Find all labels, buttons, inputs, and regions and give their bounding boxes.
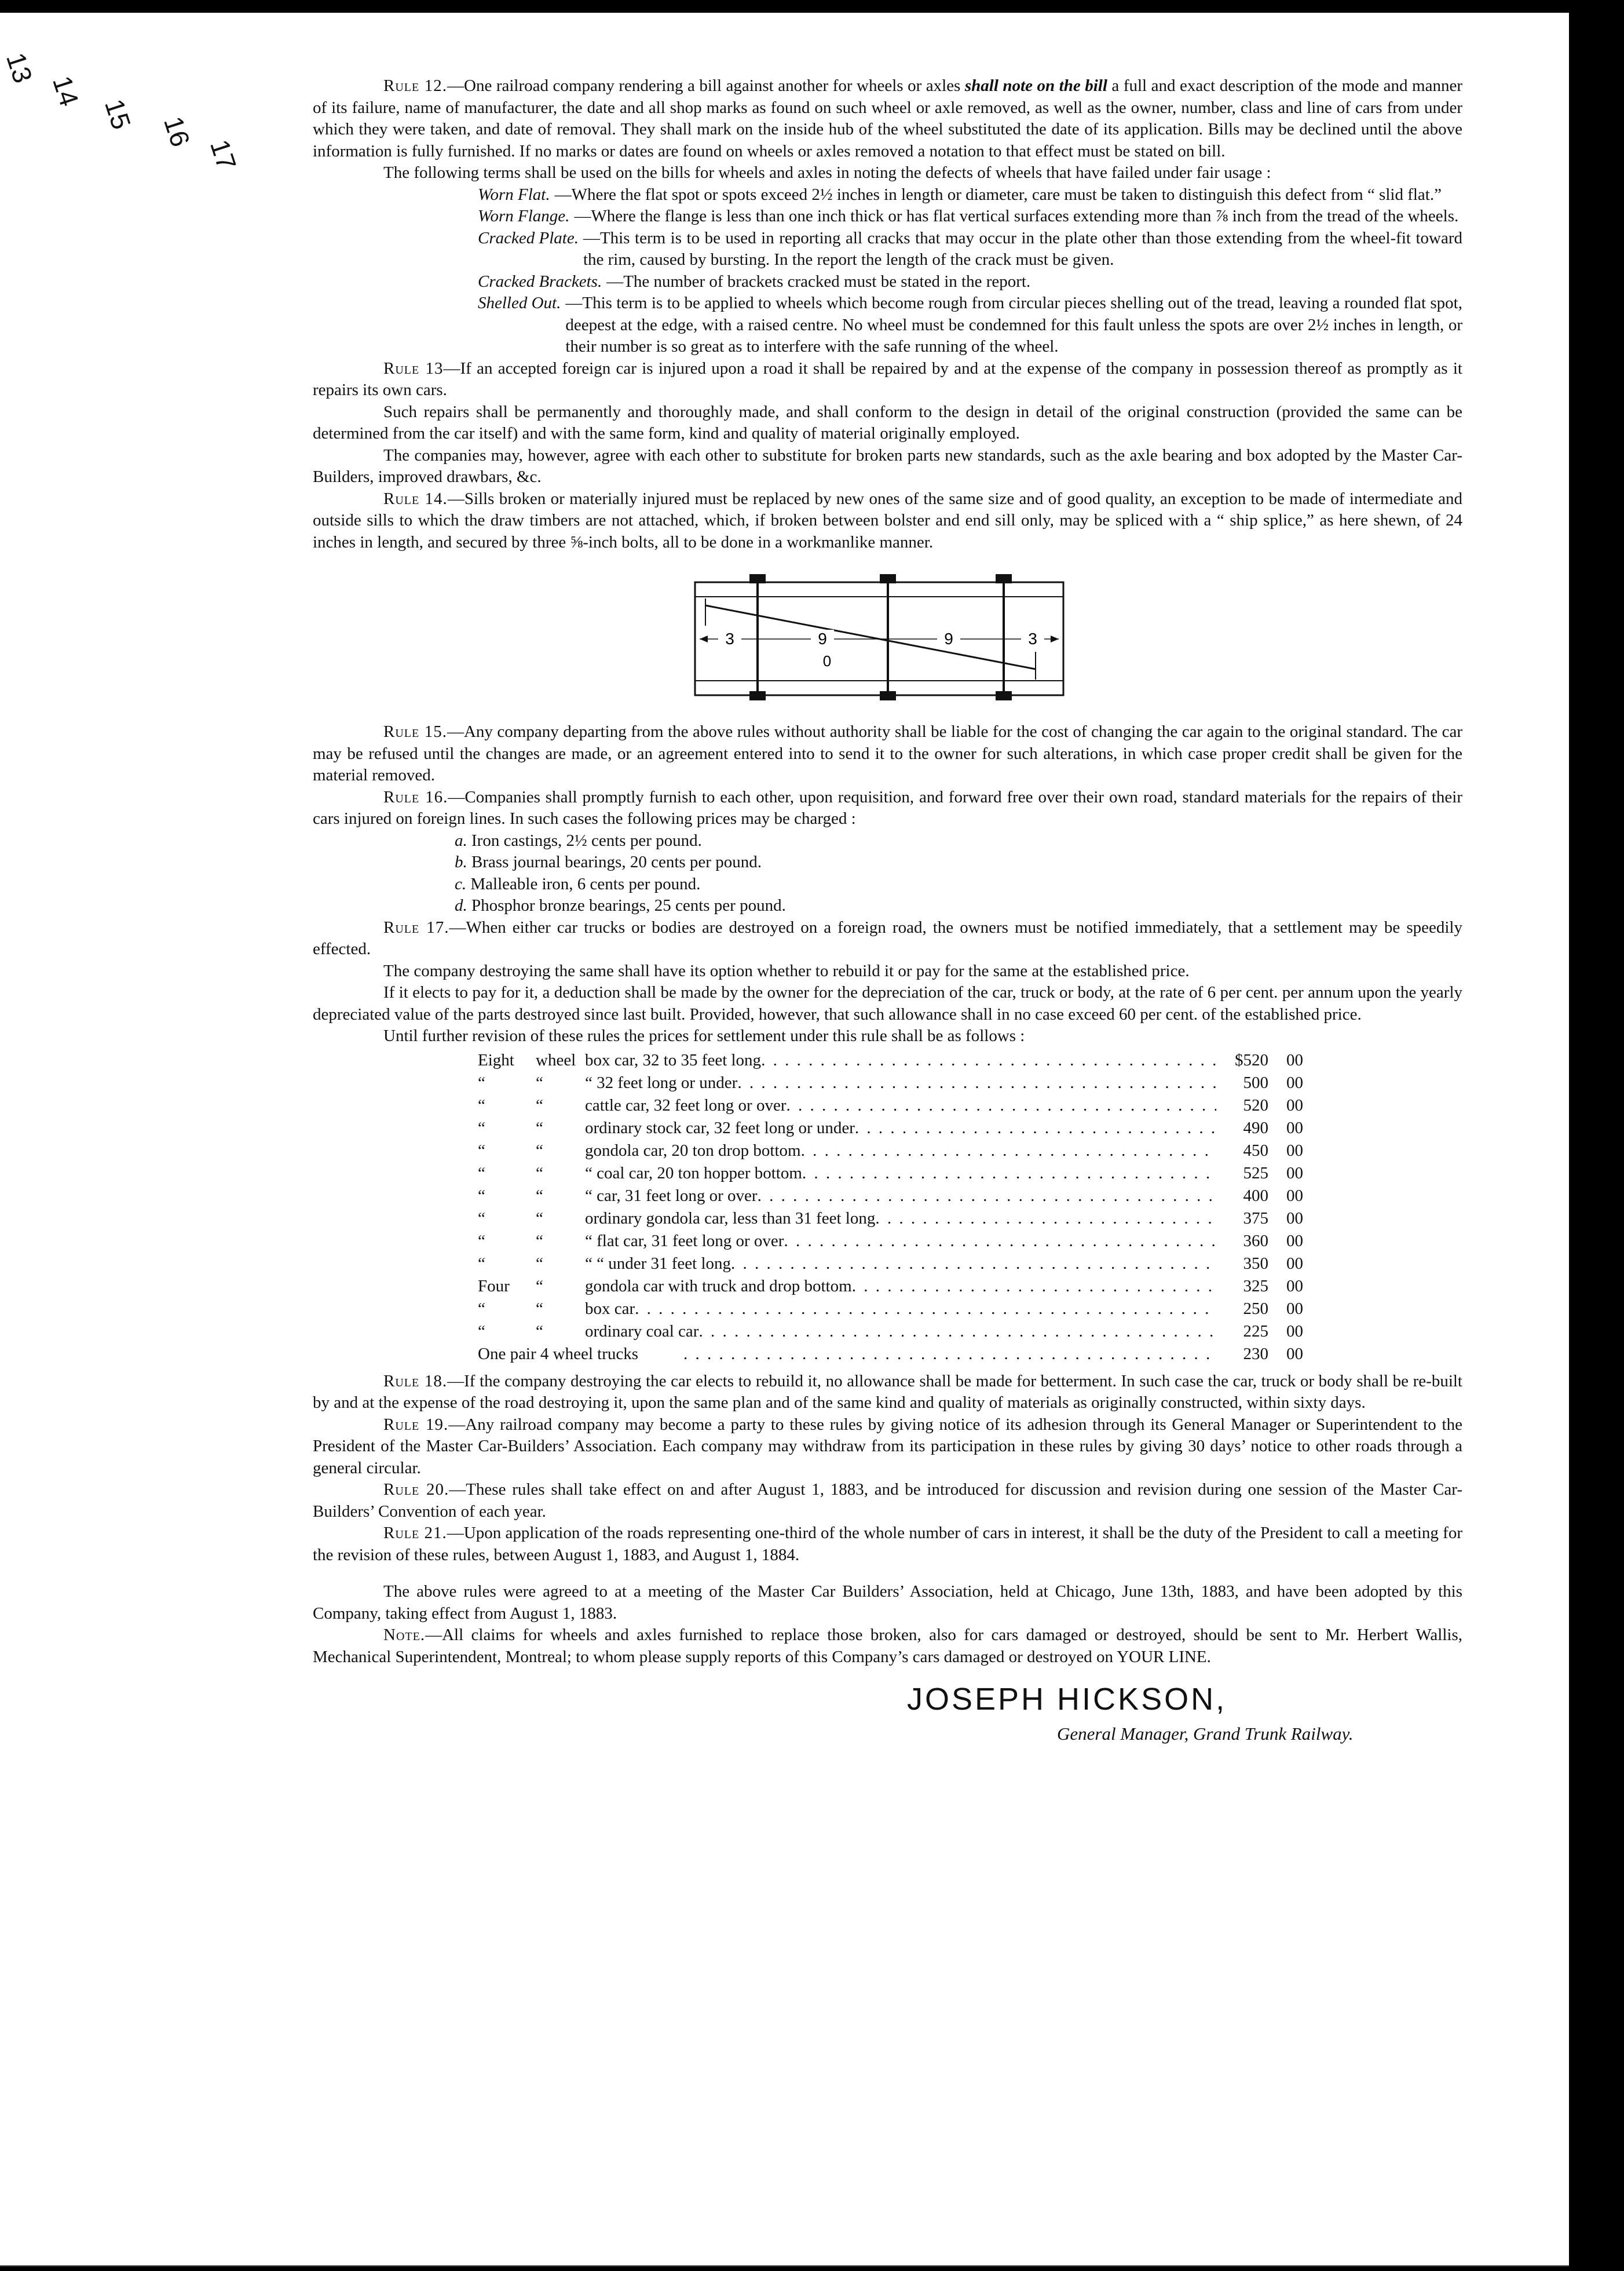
rule-heading: Rule 19. xyxy=(383,1415,449,1434)
dot-leader xyxy=(635,1298,1216,1320)
table-cell xyxy=(585,1276,1216,1298)
dot-leader xyxy=(802,1163,1216,1185)
table-cell-text: gondola car with truck and drop bottom xyxy=(585,1276,852,1295)
table-cell: 00 xyxy=(1286,1208,1303,1228)
table-cell: 400 xyxy=(1243,1186,1268,1205)
defect-term xyxy=(313,206,1462,228)
defect-term xyxy=(313,293,1462,358)
table-row xyxy=(313,1276,1462,1298)
table-cell: “ xyxy=(536,1073,543,1092)
table-cell: “ xyxy=(478,1208,485,1228)
table-cell: “ xyxy=(536,1163,543,1182)
table-cell xyxy=(683,1343,1216,1365)
index-tabs xyxy=(0,41,261,191)
term-name: Worn Flange. xyxy=(478,207,570,225)
table-cell xyxy=(585,1208,1216,1230)
table-cell-text: “ coal car, 20 ton hopper bottom xyxy=(585,1163,802,1182)
table-cell: “ xyxy=(478,1073,485,1092)
table-row xyxy=(313,1185,1462,1208)
term-definition: —This term is to be applied to wheels which become rough from circular pieces shelling out of the tread, leaving a rounded flat spot, deepest at the edge, with a raised centre. No wheel must be condemned for this fault unless the spots are over 2½ inches in length, or their number is so great as to interfere with the safe running of the wheel. xyxy=(565,294,1462,356)
table-cell: 00 xyxy=(1286,1096,1303,1115)
table-cell xyxy=(585,1163,1216,1185)
table-cell: 490 xyxy=(1243,1118,1268,1137)
table-cell-text: “ “ under 31 feet long xyxy=(585,1254,731,1273)
signatory-title: General Manager, Grand Trunk Railway. xyxy=(1057,1724,1354,1744)
scan-border-top xyxy=(0,0,1624,13)
rule-16-paragraph xyxy=(313,787,1462,830)
table-cell: 520 xyxy=(1243,1096,1268,1115)
dot-leader xyxy=(761,1050,1216,1072)
dot-leader xyxy=(737,1072,1216,1094)
table-cell: “ xyxy=(536,1186,543,1205)
table-cell: 00 xyxy=(1286,1050,1303,1069)
term-name: Cracked Brackets. xyxy=(478,272,602,291)
table-cell: 225 xyxy=(1243,1321,1268,1341)
scan-border-bottom xyxy=(0,2266,1624,2271)
rule-20-paragraph xyxy=(313,1479,1462,1522)
rule-text: —Any company departing from the above rules without authority shall be liable for the cost of changing the car again to the original standard. The car may be refused until the changes are made, or an agreement entered into to send it to the owner for such alterations, in which case proper credit shall be given for the material removed. xyxy=(313,722,1462,784)
dot-leader xyxy=(683,1343,1216,1365)
table-cell: 00 xyxy=(1286,1231,1303,1250)
list-item xyxy=(455,895,1462,917)
rule-17-paragraph-3: If it elects to pay for it, a deduction shall be made by the owner for the depreciation of the car, truck or body, at the rate of 6 per cent. per annum upon the yearly depreciated value of the parts destroyed since last built. Provided, however, that such allowance shall in no case exceed 60 per cent. of the established price. xyxy=(313,983,1462,1024)
table-cell: wheel xyxy=(536,1050,576,1069)
dot-leader xyxy=(852,1276,1216,1298)
table-cell: 500 xyxy=(1243,1073,1268,1092)
table-cell: “ xyxy=(478,1186,485,1205)
table-cell: 375 xyxy=(1243,1208,1268,1228)
table-cell-text: “ car, 31 feet long or over xyxy=(585,1186,758,1205)
tab-number: 15 xyxy=(98,95,137,133)
rule-heading: Rule 21. xyxy=(383,1524,447,1542)
rule-text: —One railroad company rendering a bill against another for wheels or axles xyxy=(447,76,965,95)
rule-13-paragraph-2: Such repairs shall be permanently and thoroughly made, and shall conform to the design in detail of the original construction (provided the same can be determined from the car itself) and with the same form, kind and quality of material originally employed. xyxy=(313,402,1462,443)
table-cell: “ xyxy=(478,1231,485,1250)
table-cell: “ xyxy=(536,1118,543,1137)
dimension-label-right: 3 xyxy=(1028,630,1037,648)
rule-heading: Rule 15. xyxy=(383,722,447,741)
scan-border-right xyxy=(1569,0,1624,2271)
settlement-price-table xyxy=(313,1050,1462,1366)
table-row xyxy=(313,1140,1462,1163)
table-row xyxy=(313,1050,1462,1072)
table-cell-text: ordinary gondola car, less than 31 feet long xyxy=(585,1208,876,1228)
rule-text: —When either car trucks or bodies are destroyed on a foreign road, the owners must be notified immediately, that a settlement may be speedily effected. xyxy=(313,918,1462,958)
table-cell: One pair 4 wheel trucks xyxy=(478,1344,639,1363)
table-row xyxy=(313,1321,1462,1343)
table-cell: “ xyxy=(536,1276,543,1295)
rule-text: —Companies shall promptly furnish to each other, upon requisition, and forward free over their own road, standard materials for the repairs of their cars injured on foreign lines. In such cases the following prices may be charged : xyxy=(313,787,1462,828)
term-definition: —Where the flat spot or spots exceed 2½ inches in length or diameter, care must be taken to distinguish this defect from “ slid flat.” xyxy=(554,185,1442,204)
table-cell-text: “ 32 feet long or under xyxy=(585,1073,738,1092)
table-cell: 230 xyxy=(1243,1344,1268,1363)
rule-heading: Rule 13 xyxy=(383,359,444,378)
table-cell: 00 xyxy=(1286,1141,1303,1160)
rule-text: a full and exact description of the mode and manner of its failure, name of manufacturer, the date and all shop marks as found on such wheel or axle removed, as well as the owner, number, class and line of cars from under which they were taken, and date of removal. They shall mark on the inside hub of the wheel substituted the date of its application. Bills may be declined until the above information is fully furnished. If no marks or dates are found on wheels or axles removed a notation to that effect must be stated on bill. xyxy=(313,76,1462,160)
term-name: Cracked Plate. xyxy=(478,228,579,247)
defect-term xyxy=(313,228,1462,271)
term-name: Worn Flat. xyxy=(478,185,550,204)
list-label: c. xyxy=(455,874,467,893)
table-cell xyxy=(585,1185,1216,1207)
table-cell xyxy=(585,1072,1216,1094)
table-cell: 00 xyxy=(1286,1118,1303,1137)
dot-leader xyxy=(875,1208,1216,1230)
dot-leader xyxy=(731,1253,1216,1275)
table-row xyxy=(313,1253,1462,1276)
table-cell: 00 xyxy=(1286,1344,1303,1363)
list-label: d. xyxy=(455,896,467,915)
table-cell: 00 xyxy=(1286,1299,1303,1318)
dot-leader xyxy=(784,1231,1216,1253)
table-row xyxy=(313,1343,1462,1366)
table-cell-text: ordinary coal car xyxy=(585,1321,699,1341)
table-cell: 00 xyxy=(1286,1321,1303,1341)
list-item xyxy=(455,852,1462,874)
list-text: Brass journal bearings, 20 cents per pound. xyxy=(471,853,762,871)
list-text: Iron castings, 2½ cents per pound. xyxy=(471,831,702,850)
table-cell-text: cattle car, 32 feet long or over xyxy=(585,1096,787,1115)
table-cell: “ xyxy=(478,1254,485,1273)
table-cell: 325 xyxy=(1243,1276,1268,1295)
term-name: Shelled Out. xyxy=(478,294,561,312)
table-cell: 350 xyxy=(1243,1254,1268,1273)
table-cell: 00 xyxy=(1286,1186,1303,1205)
rule-text: —If the company destroying the car elects to rebuild it, no allowance shall be made for betterment. In such case the car, truck or body shall be re-built by and at the expense of the road destroying it, upon the same plan and of the same kind and quality of materials as originally constructed, within sixty days. xyxy=(313,1371,1462,1412)
dimension-label-left: 3 xyxy=(725,630,734,648)
table-cell: “ xyxy=(536,1231,543,1250)
rule-17-paragraph xyxy=(313,917,1462,961)
rule-17-paragraph-2: The company destroying the same shall have its option whether to rebuild it or pay for the same at the established price. xyxy=(383,961,1190,980)
table-cell: 250 xyxy=(1243,1299,1268,1318)
tab-number: 17 xyxy=(204,136,243,174)
table-cell: 00 xyxy=(1286,1276,1303,1295)
table-row xyxy=(313,1095,1462,1118)
rule-17-paragraph-4: Until further revision of these rules the prices for settlement under this rule shall be as follows : xyxy=(383,1027,1025,1045)
rule-14-paragraph xyxy=(313,488,1462,554)
table-cell: “ xyxy=(536,1299,543,1318)
table-cell-text: gondola car, 20 ton drop bottom xyxy=(585,1141,801,1160)
table-cell: “ xyxy=(478,1141,485,1160)
rule-text: —Any railroad company may become a party to these rules by giving notice of its adhesion through its General Manager or Superintendent to the President of the Master Car-Builders’ Association. Each company may withdraw from its participation in these rules by giving 30 days’ notice to other roads through a general circular. xyxy=(313,1415,1462,1477)
table-cell: “ xyxy=(536,1096,543,1115)
rule-heading: Rule 18. xyxy=(383,1371,448,1390)
table-cell-text: box car, 32 to 35 feet long xyxy=(585,1050,762,1069)
list-item xyxy=(455,830,1462,852)
rule-19-paragraph xyxy=(313,1414,1462,1480)
table-cell: “ xyxy=(536,1321,543,1341)
table-cell-text: ordinary stock car, 32 feet long or under xyxy=(585,1118,855,1137)
table-cell xyxy=(585,1140,1216,1162)
ship-splice-diagram xyxy=(688,571,1070,704)
rule-heading: Rule 16. xyxy=(383,787,448,806)
table-cell-text: box car xyxy=(585,1299,635,1318)
dot-leader xyxy=(758,1185,1216,1207)
rule-heading: Rule 12. xyxy=(383,76,447,95)
dot-leader xyxy=(801,1140,1216,1162)
list-item xyxy=(455,874,1462,896)
table-cell: 00 xyxy=(1286,1254,1303,1273)
table-cell: “ xyxy=(478,1321,485,1341)
rule-12-terms-intro: The following terms shall be used on the bills for wheels and axles in noting the defects of wheels that have failed under fair usage : xyxy=(383,163,1271,182)
term-definition: —Where the flange is less than one inch thick or has flat vertical surfaces extending more than ⅞ inch from the tread of the wheels. xyxy=(574,207,1459,225)
note-heading: Note. xyxy=(383,1626,426,1644)
document-body xyxy=(313,75,1462,1747)
defect-term xyxy=(313,184,1462,206)
table-cell: “ xyxy=(536,1254,543,1273)
tab-number: 16 xyxy=(158,112,196,151)
table-cell: 450 xyxy=(1243,1141,1268,1160)
table-cell: $520 xyxy=(1235,1050,1268,1069)
rule-21-paragraph xyxy=(313,1522,1462,1566)
tab-number: 13 xyxy=(0,49,39,87)
dimension-arrow-right xyxy=(1051,636,1059,642)
rule-text: —Upon application of the roads representing one-third of the whole number of cars in interest, it shall be the duty of the President to call a meeting for the revision of these rules, between August 1, 1883, and August 1, 1884. xyxy=(313,1524,1462,1564)
table-cell: 00 xyxy=(1286,1163,1303,1182)
table-cell xyxy=(585,1253,1216,1275)
rule-13-paragraph-3: The companies may, however, agree with each other to substitute for broken parts new standards, such as the axle bearing and box adopted by the Master Car-Builders, improved drawbars, &c. xyxy=(313,446,1462,486)
table-cell xyxy=(585,1321,1216,1343)
dot-leader xyxy=(698,1321,1216,1343)
rule-heading: Rule 14. xyxy=(383,489,448,508)
dimension-label-under: 0 xyxy=(822,652,832,670)
table-row xyxy=(313,1118,1462,1140)
table-cell-text: “ flat car, 31 feet long or over xyxy=(585,1231,784,1250)
rule-13-paragraph xyxy=(313,358,1462,401)
table-cell: 525 xyxy=(1243,1163,1268,1182)
signatory-name: JOSEPH HICKSON, xyxy=(907,1682,1227,1717)
defect-term xyxy=(313,271,1462,293)
list-label: b. xyxy=(455,853,467,871)
table-cell xyxy=(585,1231,1216,1253)
table-cell: “ xyxy=(478,1096,485,1115)
dimension-label-mid: 9 xyxy=(818,630,827,648)
table-row xyxy=(313,1208,1462,1231)
table-cell: Four xyxy=(478,1276,510,1295)
rule-18-paragraph xyxy=(313,1371,1462,1414)
splice-cut-line xyxy=(705,605,1036,669)
term-definition: —This term is to be used in reporting all cracks that may occur in the plate other than those extending from the wheel-fit toward the rim, caused by bursting. In the report the length of the crack must be given. xyxy=(583,228,1462,269)
table-cell: “ xyxy=(478,1118,485,1137)
table-cell: “ xyxy=(478,1163,485,1182)
tab-number: 14 xyxy=(46,72,85,110)
adoption-paragraph: The above rules were agreed to at a meeting of the Master Car Builders’ Association, held at Chicago, June 13th, 1883, and have been adopted by this Company, taking effect from August 1, 1883. xyxy=(313,1582,1462,1623)
rule-heading: Rule 20. xyxy=(383,1480,449,1499)
table-row xyxy=(313,1072,1462,1095)
rule-text: —These rules shall take effect on and after August 1, 1883, and be introduced for discussion and revision during one session of the Master Car-Builders’ Convention of each year. xyxy=(313,1480,1462,1521)
list-label: a. xyxy=(455,831,467,850)
emphasis-text: shall note on the bill xyxy=(964,76,1107,95)
table-cell: “ xyxy=(536,1141,543,1160)
table-cell: 360 xyxy=(1243,1231,1268,1250)
rule-heading: Rule 17. xyxy=(383,918,449,937)
table-cell: 00 xyxy=(1286,1073,1303,1092)
list-text: Phosphor bronze bearings, 25 cents per pound. xyxy=(471,896,786,915)
table-cell xyxy=(585,1298,1216,1320)
rule-12-paragraph xyxy=(313,75,1462,162)
table-cell: “ xyxy=(536,1208,543,1228)
table-cell xyxy=(585,1050,1216,1072)
note-paragraph xyxy=(313,1624,1462,1668)
dimension-label-mid: 9 xyxy=(944,630,953,648)
table-row xyxy=(313,1231,1462,1253)
table-cell xyxy=(585,1095,1216,1117)
dot-leader xyxy=(786,1095,1216,1117)
table-cell xyxy=(585,1118,1216,1140)
table-row xyxy=(313,1298,1462,1321)
material-price-list xyxy=(313,830,1462,917)
rule-text: —Sills broken or materially injured must be replaced by new ones of the same size and of good quality, an exception to be made of intermediate and outside sills to which the draw timbers are not attached, which, if broken between bolster and end sill only, may be spliced with a “ ship splice,” as here shewn, of 24 inches in length, and secured by three ⅝-inch bolts, all to be done in a workmanlike manner. xyxy=(313,489,1462,552)
page-edge-line xyxy=(0,2265,1569,2266)
term-definition: —The number of brackets cracked must be stated in the report. xyxy=(606,272,1031,291)
table-cell: “ xyxy=(478,1299,485,1318)
dot-leader xyxy=(855,1118,1216,1140)
table-cell: Eight xyxy=(478,1050,514,1069)
table-row xyxy=(313,1163,1462,1185)
dimension-arrow-left xyxy=(700,636,708,642)
rule-15-paragraph xyxy=(313,721,1462,787)
list-text: Malleable iron, 6 cents per pound. xyxy=(470,874,701,893)
rule-text: —If an accepted foreign car is injured upon a road it shall be repaired by and at the expense of the company in possession thereof as promptly as it repairs its own cars. xyxy=(313,359,1462,399)
note-text: —All claims for wheels and axles furnished to replace those broken, also for cars damaged or destroyed, should be sent to Mr. Herbert Wallis, Mechanical Superintendent, Montreal; to whom please supply reports of this Company’s cars damaged or destroyed on YOUR LINE. xyxy=(313,1626,1462,1666)
